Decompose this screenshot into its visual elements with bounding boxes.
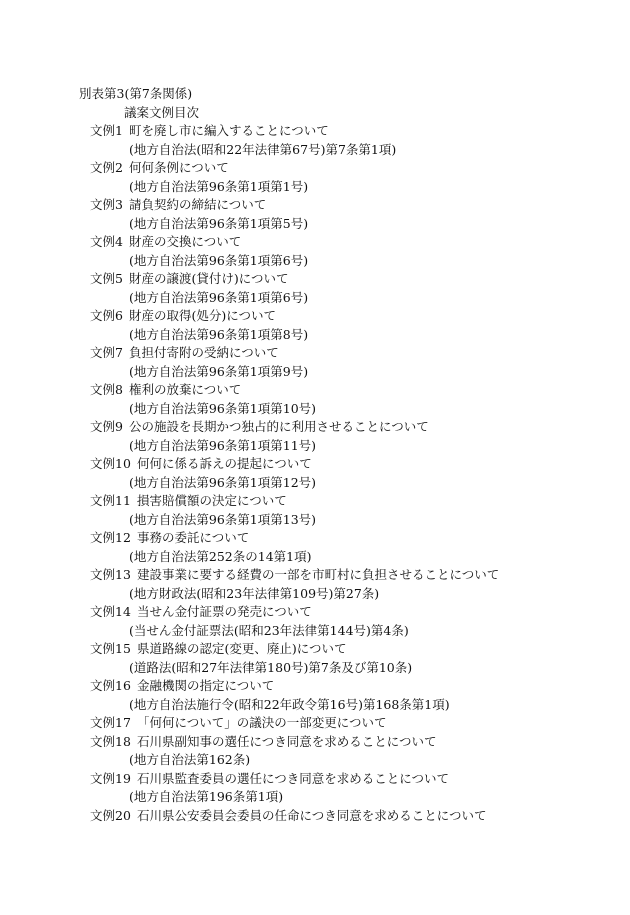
list-item [0, 418, 630, 455]
entry-label: 文例8 [90, 382, 123, 397]
legal-basis-reference: (地方自治法第252条の14第1項) [129, 548, 312, 564]
list-item [0, 603, 630, 640]
legal-basis-reference: (地方自治法第96条第1項第13号) [129, 511, 317, 527]
legal-basis-reference: (地方自治法第96条第1項第11号) [129, 437, 317, 453]
entry-label: 文例15 [90, 641, 131, 656]
entry-title: 石川県副知事の選任につき同意を求めることについて [137, 733, 437, 749]
entry-title: 何何に係る訴えの提起について [137, 456, 312, 471]
legal-basis-reference: (地方自治法第162条) [129, 752, 251, 767]
entry-law-row [0, 548, 630, 567]
entry-title-row [0, 344, 630, 363]
legal-basis-reference: (地方自治法第196条第1項) [129, 789, 284, 804]
entry-title: 建設事業に要する経費の一部を市町村に負担させることについて [137, 567, 500, 582]
entry-label: 文例19 [90, 770, 131, 786]
entry-title-row [0, 492, 630, 511]
entry-title: 公の施設を長期かつ独占的に利用させることについて [129, 419, 429, 434]
entry-label: 文例20 [90, 807, 131, 823]
list-item [0, 233, 630, 270]
legal-basis-reference: (地方自治法第96条第1項第5号) [129, 215, 309, 231]
entry-title: 金融機関の指定について [137, 678, 275, 693]
legal-basis-reference: (地方自治法(昭和22年法律第67号)第7条第1項) [129, 141, 397, 157]
entry-law-row [0, 363, 630, 382]
entry-title: 石川県公安委員会委員の任命につき同意を求めることについて [137, 807, 487, 823]
entry-label: 文例9 [90, 419, 123, 434]
entry-label: 文例12 [90, 530, 131, 545]
entry-label: 文例14 [90, 604, 131, 619]
entry-law-row [0, 585, 630, 604]
entry-label: 文例16 [90, 678, 131, 693]
entry-title-row [0, 122, 630, 141]
entry-label: 文例18 [90, 733, 131, 749]
entry-title: 県道路線の認定(変更、廃止)について [137, 641, 347, 656]
legal-basis-reference: (地方自治法第96条第1項第6号) [129, 289, 309, 305]
entry-title: 何何条例について [129, 160, 229, 175]
list-item [0, 196, 630, 233]
entry-list [0, 122, 630, 825]
entry-title-row [0, 270, 630, 289]
entry-law-row [0, 252, 630, 271]
list-item [0, 344, 630, 381]
legal-basis-reference: (道路法(昭和27年法律第180号)第7条及び第10条) [129, 659, 413, 675]
list-item [0, 807, 630, 826]
entry-title: 石川県監査委員の選任につき同意を求めることについて [137, 770, 450, 786]
entry-law-row [0, 622, 630, 641]
list-item [0, 677, 630, 714]
entry-law-row [0, 400, 630, 419]
entry-law-row [0, 788, 630, 807]
entry-law-row [0, 659, 630, 678]
entry-title: 財産の取得(処分)について [129, 308, 277, 323]
entry-law-row [0, 289, 630, 308]
legal-basis-reference: (地方自治法第96条第1項第10号) [129, 400, 317, 416]
appendix-heading: 別表第3(第7条関係) [79, 86, 193, 101]
entry-label: 文例1 [90, 123, 123, 138]
entry-title: 請負契約の締結について [129, 197, 267, 212]
entry-title: 損害賠償額の決定について [137, 493, 287, 508]
entry-title: 町を廃し市に編入することについて [129, 123, 329, 138]
list-item [0, 714, 630, 733]
entry-law-row [0, 511, 630, 530]
entry-title-row [0, 677, 630, 696]
entry-title-row [0, 714, 630, 733]
entry-law-row [0, 141, 630, 160]
entry-title-row [0, 418, 630, 437]
legal-basis-reference: (地方自治法第96条第1項第8号) [129, 326, 309, 342]
entry-title-row [0, 603, 630, 622]
entry-title: 事務の委託について [137, 530, 250, 545]
entry-label: 文例10 [90, 456, 131, 471]
entry-label: 文例4 [90, 234, 123, 249]
list-item [0, 770, 630, 807]
entry-title: 権利の放棄について [129, 382, 242, 397]
entry-law-row [0, 696, 630, 715]
entry-title-row [0, 529, 630, 548]
list-item [0, 492, 630, 529]
entry-title-row [0, 159, 630, 178]
entry-title-row [0, 307, 630, 326]
entry-label: 文例3 [90, 197, 123, 212]
entry-title-row [0, 733, 630, 752]
legal-basis-reference: (地方自治法第96条第1項第9号) [129, 363, 309, 379]
entry-law-row [0, 326, 630, 345]
entry-law-row [0, 751, 630, 770]
entry-law-row [0, 215, 630, 234]
list-item [0, 455, 630, 492]
entry-title-row [0, 381, 630, 400]
legal-basis-reference: (地方自治法第96条第1項第1号) [129, 178, 309, 194]
list-item [0, 566, 630, 603]
entry-title: 負担付寄附の受納について [129, 345, 279, 360]
entry-law-row [0, 178, 630, 197]
entry-title-row [0, 640, 630, 659]
entry-title: 財産の譲渡(貸付け)について [129, 271, 289, 286]
list-item [0, 122, 630, 159]
entry-label: 文例2 [90, 160, 123, 175]
entry-title: 当せん金付証票の発売について [137, 604, 312, 619]
entry-label: 文例13 [90, 567, 131, 582]
list-item [0, 733, 630, 770]
entry-title-row [0, 770, 630, 789]
entry-label: 文例5 [90, 271, 123, 286]
list-item [0, 529, 630, 566]
entry-law-row [0, 437, 630, 456]
entry-title-row [0, 233, 630, 252]
entry-label: 文例11 [90, 493, 131, 508]
legal-basis-reference: (地方財政法(昭和23年法律第109号)第27条) [129, 585, 380, 601]
legal-basis-reference: (地方自治法施行令(昭和22年政令第16号)第168条第1項) [129, 696, 450, 712]
entry-label: 文例17 [90, 715, 131, 730]
list-item [0, 640, 630, 677]
entry-label: 文例7 [90, 345, 123, 360]
list-item [0, 381, 630, 418]
entry-title-row [0, 807, 630, 826]
entry-law-row [0, 474, 630, 493]
entry-title: 財産の交換について [129, 234, 242, 249]
legal-basis-reference: (当せん金付証票法(昭和23年法律第144号)第4条) [129, 622, 409, 638]
entry-title-row [0, 566, 630, 585]
entry-label: 文例6 [90, 308, 123, 323]
list-item [0, 270, 630, 307]
entry-title: 「何何について」の議決の一部変更について [137, 715, 387, 730]
legal-basis-reference: (地方自治法第96条第1項第12号) [129, 474, 317, 490]
table-of-contents-title: 議案文例目次 [124, 105, 200, 120]
entry-title-row [0, 196, 630, 215]
entry-title-row [0, 455, 630, 474]
list-item [0, 159, 630, 196]
legal-basis-reference: (地方自治法第96条第1項第6号) [129, 252, 309, 268]
list-item [0, 307, 630, 344]
